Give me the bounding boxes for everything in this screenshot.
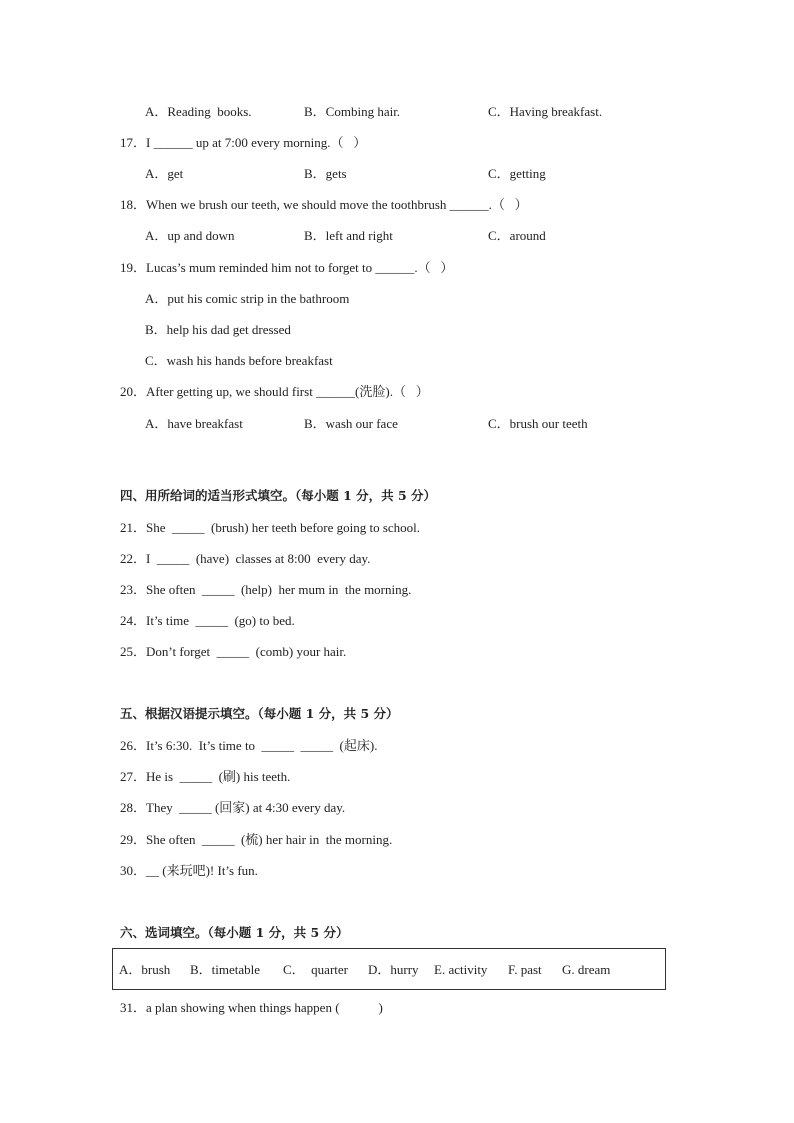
word-bank-item-c: C． quarter [283, 962, 348, 977]
q23-text: 23．She often _____ (help) her mum in the morning. [120, 582, 412, 597]
word-bank-item-f: F. past [508, 962, 542, 977]
q28-text: 28．They _____ (回家) at 4:30 every day. [120, 800, 346, 815]
q19-option-a: A．put his comic strip in the bathroom [145, 291, 350, 306]
q16-option-b: B．Combing hair. [304, 104, 401, 119]
q19-text: 19．Lucas’s mum reminded him not to forget to ______.（ ） [120, 260, 454, 275]
q19-option-c: C．wash his hands before breakfast [145, 353, 333, 368]
q20-text: 20．After getting up, we should first ______(洗脸).（ ） [120, 384, 429, 399]
q31-text: 31．a plan showing when things happen ( ) [120, 1000, 383, 1015]
q20-option-c: C．brush our teeth [488, 416, 588, 431]
q30-text: 30．__ (来玩吧)! It’s fun. [120, 863, 258, 878]
word-bank-item-g: G. dream [562, 962, 611, 977]
q29-text: 29．She often _____ (梳) her hair in the morning. [120, 832, 393, 847]
q18-option-c: C．around [488, 228, 546, 243]
word-bank-item-b: B．timetable [190, 962, 261, 977]
q16-option-a: A．Reading books. [145, 104, 252, 119]
section-4-title: 四、用所给词的适当形式填空。（每小题 1 分，共 5 分） [120, 488, 437, 503]
q20-option-a: A．have breakfast [145, 416, 243, 431]
q19-option-b: B．help his dad get dressed [145, 322, 291, 337]
q21-text: 21．She _____ (brush) her teeth before going to school. [120, 520, 421, 535]
q27-text: 27．He is _____ (刷) his teeth. [120, 769, 291, 784]
q18-option-b: B．left and right [304, 228, 393, 243]
q20-option-b: B．wash our face [304, 416, 398, 431]
section-6-title: 六、选词填空。（每小题 1 分，共 5 分） [120, 925, 349, 940]
q16-option-c: C．Having breakfast. [488, 104, 603, 119]
q18-option-a: A．up and down [145, 228, 235, 243]
q17-option-c: C．getting [488, 166, 546, 181]
q26-text: 26．It’s 6:30. It’s time to _____ _____ (起床). [120, 738, 378, 753]
q18-text: 18．When we brush our teeth, we should move the toothbrush ______.（ ） [120, 197, 528, 212]
word-bank-item-a: A．brush [119, 962, 171, 977]
q24-text: 24．It’s time _____ (go) to bed. [120, 613, 295, 628]
q17-text: 17．I ______ up at 7:00 every morning.（ ） [120, 135, 367, 150]
word-bank-item-e: E. activity [434, 962, 488, 977]
q17-option-a: A．get [145, 166, 184, 181]
q25-text: 25．Don’t forget _____ (comb) your hair. [120, 644, 347, 659]
section-5-title: 五、根据汉语提示填空。（每小题 1 分，共 5 分） [120, 706, 399, 721]
q17-option-b: B．gets [304, 166, 347, 181]
word-bank-box [112, 948, 666, 990]
q22-text: 22．I _____ (have) classes at 8:00 every day. [120, 551, 371, 566]
word-bank-item-d: D．hurry [368, 962, 419, 977]
